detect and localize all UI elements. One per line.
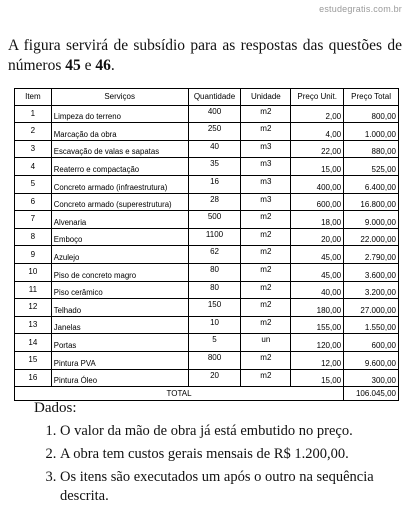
cell-total-price: 3.200,00 xyxy=(344,281,399,299)
cell-unit: m2 xyxy=(241,246,291,264)
cell-quantity: 5 xyxy=(188,334,241,352)
cell-total-price: 9.600,00 xyxy=(344,351,399,369)
cell-item: 14 xyxy=(15,334,52,352)
intro-conjunction: e xyxy=(80,57,96,74)
cell-unit-price: 2,00 xyxy=(291,105,344,123)
table-row xyxy=(15,123,399,141)
cell-total-price: 800,00 xyxy=(344,105,399,123)
site-watermark: estudegratis.com.br xyxy=(319,4,402,14)
cell-unit-price: 22,00 xyxy=(291,140,344,158)
cell-service: Azulejo xyxy=(51,246,188,264)
cell-item: 4 xyxy=(15,158,52,176)
cell-item: 15 xyxy=(15,351,52,369)
cell-quantity: 10 xyxy=(188,316,241,334)
cell-total-price: 9.000,00 xyxy=(344,211,399,229)
cell-quantity: 62 xyxy=(188,246,241,264)
cell-unit: m2 xyxy=(241,263,291,281)
cell-unit: m2 xyxy=(241,316,291,334)
cell-item: 3 xyxy=(15,140,52,158)
table-row xyxy=(15,246,399,264)
cell-quantity: 16 xyxy=(188,175,241,193)
table-row xyxy=(15,228,399,246)
cell-total-price: 27.000,00 xyxy=(344,299,399,317)
cell-service: Piso de concreto magro xyxy=(51,263,188,281)
cell-unit: m2 xyxy=(241,123,291,141)
cell-unit: m2 xyxy=(241,299,291,317)
cell-unit-price: 18,00 xyxy=(291,211,344,229)
cell-service: Limpeza do terreno xyxy=(51,105,188,123)
cell-item: 11 xyxy=(15,281,52,299)
cell-unit-price: 400,00 xyxy=(291,175,344,193)
cell-total-price: 1.000,00 xyxy=(344,123,399,141)
cell-unit-price: 40,00 xyxy=(291,281,344,299)
header-services: Serviços xyxy=(51,89,188,106)
table-body xyxy=(15,105,399,401)
cell-service: Portas xyxy=(51,334,188,352)
cell-unit: m3 xyxy=(241,158,291,176)
cell-service: Reaterro e compactação xyxy=(51,158,188,176)
cell-unit: un xyxy=(241,334,291,352)
cell-total-price: 3.600,00 xyxy=(344,263,399,281)
budget-table xyxy=(14,88,399,401)
cell-unit: m2 xyxy=(241,211,291,229)
cell-quantity: 28 xyxy=(188,193,241,211)
cell-unit: m3 xyxy=(241,175,291,193)
cell-total-price: 6.400,00 xyxy=(344,175,399,193)
header-item: Item xyxy=(15,89,52,106)
cell-service: Escavação de valas e sapatas xyxy=(51,140,188,158)
cell-unit-price: 120,00 xyxy=(291,334,344,352)
cell-unit-price: 15,00 xyxy=(291,369,344,387)
data-item-1: 1. O valor da mão de obra já está embutido no preço. xyxy=(60,422,408,441)
cell-service: Pintura PVA xyxy=(51,351,188,369)
cell-unit-price: 45,00 xyxy=(291,263,344,281)
cell-unit-price: 15,00 xyxy=(291,158,344,176)
total-value: 106.045,00 xyxy=(344,387,399,401)
table-row xyxy=(15,193,399,211)
cell-quantity: 400 xyxy=(188,105,241,123)
cell-total-price: 22.000,00 xyxy=(344,228,399,246)
cell-item: 10 xyxy=(15,263,52,281)
intro-end: . xyxy=(110,57,115,74)
cell-item: 7 xyxy=(15,211,52,229)
cell-unit: m3 xyxy=(241,193,291,211)
cell-unit-price: 4,00 xyxy=(291,123,344,141)
cell-quantity: 1100 xyxy=(188,228,241,246)
cell-item: 16 xyxy=(15,369,52,387)
header-quantity: Quantidade xyxy=(188,89,241,106)
cell-unit-price: 180,00 xyxy=(291,299,344,317)
cell-quantity: 40 xyxy=(188,140,241,158)
cell-unit-price: 20,00 xyxy=(291,228,344,246)
cell-item: 12 xyxy=(15,299,52,317)
cell-quantity: 250 xyxy=(188,123,241,141)
table-row xyxy=(15,175,399,193)
cell-service: Pintura Óleo xyxy=(51,369,188,387)
cell-service: Concreto armado (infraestrutura) xyxy=(51,175,188,193)
table-total-row xyxy=(15,387,399,401)
cell-item: 13 xyxy=(15,316,52,334)
question-intro xyxy=(8,36,402,76)
cell-quantity: 35 xyxy=(188,158,241,176)
total-label: TOTAL xyxy=(15,387,344,401)
header-unit-price: Preço Unit. xyxy=(291,89,344,106)
cell-quantity: 150 xyxy=(188,299,241,317)
cell-total-price: 1.550,00 xyxy=(344,316,399,334)
cell-unit: m2 xyxy=(241,228,291,246)
cell-unit: m2 xyxy=(241,105,291,123)
cell-service: Piso cerâmico xyxy=(51,281,188,299)
cell-total-price: 525,00 xyxy=(344,158,399,176)
question-number-46: 46 xyxy=(95,57,111,74)
data-item-3: 3. Os itens são executados um após o outro na sequência descrita. xyxy=(60,468,408,506)
table-row xyxy=(15,158,399,176)
table-row xyxy=(15,105,399,123)
table-row xyxy=(15,334,399,352)
table-row xyxy=(15,281,399,299)
header-total-price: Preço Total xyxy=(344,89,399,106)
table-header-row xyxy=(15,89,399,106)
cell-item: 9 xyxy=(15,246,52,264)
cell-total-price: 16.800,00 xyxy=(344,193,399,211)
cell-quantity: 800 xyxy=(188,351,241,369)
cell-service: Emboço xyxy=(51,228,188,246)
table-row xyxy=(15,316,399,334)
cell-quantity: 20 xyxy=(188,369,241,387)
table-row xyxy=(15,263,399,281)
cell-unit: m2 xyxy=(241,369,291,387)
cell-service: Alvenaria xyxy=(51,211,188,229)
cell-unit: m2 xyxy=(241,351,291,369)
table-row xyxy=(15,211,399,229)
cell-item: 1 xyxy=(15,105,52,123)
question-number-45: 45 xyxy=(65,57,81,74)
data-item-2: 2. A obra tem custos gerais mensais de R$ 1.200,00. xyxy=(60,445,408,464)
table-row xyxy=(15,369,399,387)
data-list xyxy=(40,422,408,510)
cell-quantity: 500 xyxy=(188,211,241,229)
cell-service: Marcação da obra xyxy=(51,123,188,141)
cell-unit-price: 600,00 xyxy=(291,193,344,211)
cell-unit-price: 155,00 xyxy=(291,316,344,334)
intro-text: A figura servirá de subsídio para as respostas das questões de números xyxy=(8,37,402,74)
table-row xyxy=(15,351,399,369)
cell-total-price: 880,00 xyxy=(344,140,399,158)
cell-service: Janelas xyxy=(51,316,188,334)
cell-item: 5 xyxy=(15,175,52,193)
cell-total-price: 2.790,00 xyxy=(344,246,399,264)
table-row xyxy=(15,299,399,317)
cell-service: Concreto armado (superestrutura) xyxy=(51,193,188,211)
cell-total-price: 300,00 xyxy=(344,369,399,387)
table-row xyxy=(15,140,399,158)
cell-unit: m3 xyxy=(241,140,291,158)
cell-quantity: 80 xyxy=(188,281,241,299)
cell-item: 2 xyxy=(15,123,52,141)
cell-unit: m2 xyxy=(241,281,291,299)
cell-total-price: 600,00 xyxy=(344,334,399,352)
cell-unit-price: 45,00 xyxy=(291,246,344,264)
cell-service: Telhado xyxy=(51,299,188,317)
cell-quantity: 80 xyxy=(188,263,241,281)
cell-unit-price: 12,00 xyxy=(291,351,344,369)
header-unit: Unidade xyxy=(241,89,291,106)
cell-item: 8 xyxy=(15,228,52,246)
data-heading: Dados: xyxy=(34,400,77,416)
cell-item: 6 xyxy=(15,193,52,211)
